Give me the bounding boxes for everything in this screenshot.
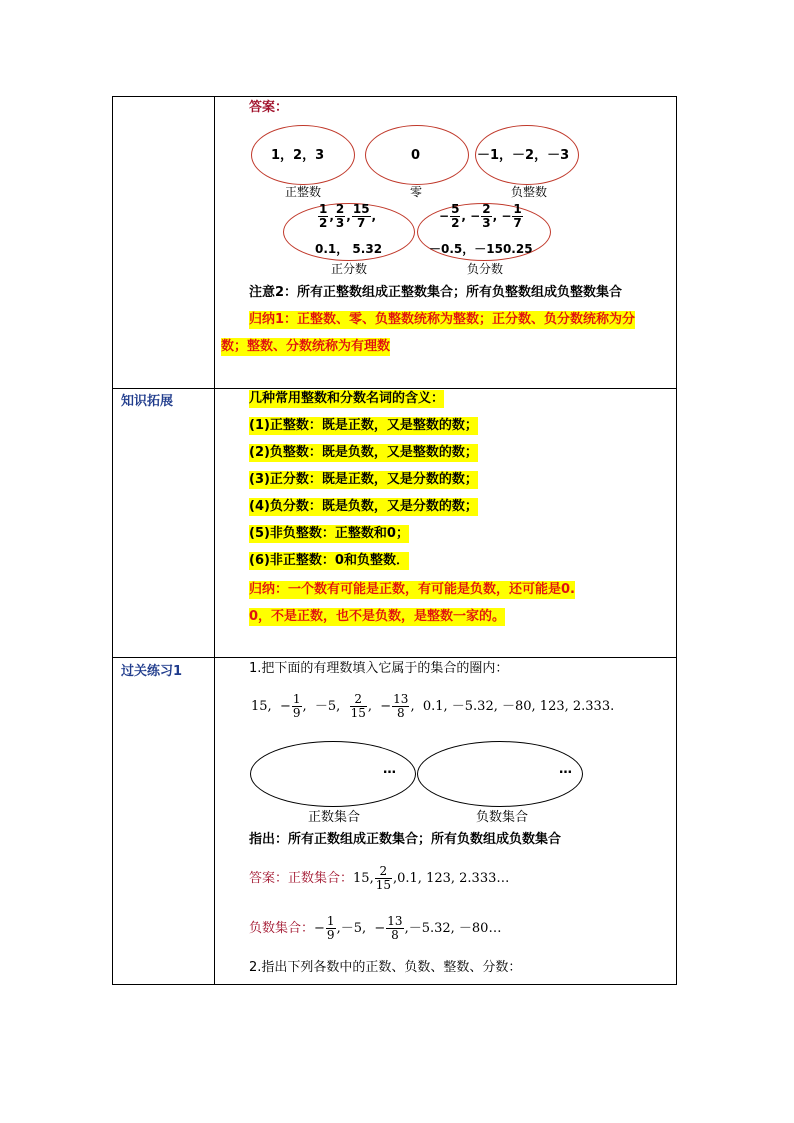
positive-set-caption: 正数集合 xyxy=(307,810,360,825)
frac-num: 13 xyxy=(393,692,409,706)
negative-set-caption: 负数集合 xyxy=(475,810,528,825)
answer-positive-label: 正数集合： xyxy=(288,871,354,886)
frac-num: 2 xyxy=(335,202,345,216)
neg-int-caption: 负整数 xyxy=(510,185,547,199)
zero-value: 0 xyxy=(411,148,421,163)
pos-int-values: 1，2，3 xyxy=(271,148,325,163)
frac-den: 8 xyxy=(396,706,405,720)
num-neg5: －5, xyxy=(314,699,341,714)
num-15: 15, xyxy=(251,699,272,714)
negative-set-ellipsis: … xyxy=(559,762,572,777)
extension-item-4: (4)负分数：既是负数，又是分数的数； xyxy=(249,499,478,514)
frac-num: 1 xyxy=(292,692,301,706)
frac-num: 1 xyxy=(326,914,335,928)
num-rest: 0.1, －5.32, －80, 123, 2.333. xyxy=(422,699,615,714)
numbers-line: 15, − $\frac{1}{9}$ , －5, $\frac{2}{15}$ , − $\frac{13}{8}$ , 0.1, －5.32, －80, 123, 2.333. xyxy=(251,692,615,720)
pos-frac-caption: 正分数 xyxy=(330,262,367,276)
extension-item-2: (2)负整数：既是负数，又是整数的数； xyxy=(249,445,478,460)
summary1-line1: 归纳1：正整数、零、负整数统称为整数；正分数、负分数统称为分 xyxy=(249,312,636,327)
positive-set-ellipsis: … xyxy=(383,762,396,777)
summary1-line2: 数；整数、分数统称为有理数 xyxy=(221,339,391,354)
frac-den: 7 xyxy=(357,216,366,230)
neg-int-values: －1，－2，－3 xyxy=(477,148,570,163)
frac-den: 3 xyxy=(482,216,491,230)
answer-negative-rest: ,－5.32, －80… xyxy=(404,921,502,936)
content-table xyxy=(112,96,677,985)
frac-num: 1 xyxy=(319,202,328,216)
pos-int-caption: 正整数 xyxy=(284,185,321,199)
frac-den: 7 xyxy=(513,216,522,230)
frac-den: 9 xyxy=(326,928,335,942)
extension-item-6: (6)非正整数：0和负整数． xyxy=(249,553,409,568)
answer-negative-label: 负数集合： xyxy=(249,921,315,936)
pos-frac-fractions: $\frac{1}{2}$ , $\frac{2}{3}$ , $\frac{15}{7}$ , xyxy=(319,202,377,230)
extension-item-5: (5)非负整数：正整数和0； xyxy=(249,526,409,541)
frac-num: 1 xyxy=(513,202,522,216)
neg-frac-caption: 负分数 xyxy=(466,262,503,276)
pos-frac-decimals: 0.1， 5.32 xyxy=(315,242,383,256)
frac-den: 8 xyxy=(391,928,399,942)
point-out: 指出：所有正数组成正数集合；所有负数组成负数集合 xyxy=(249,832,562,847)
frac-num: 2 xyxy=(375,865,392,879)
frac-den: 2 xyxy=(319,216,328,230)
frac-num: 2 xyxy=(482,202,491,216)
answer-negative-a: ,－5, xyxy=(336,921,367,936)
neg-frac-decimals: －0.5，－150.25 xyxy=(429,242,533,256)
answer-label: 答案： xyxy=(249,100,289,115)
column-divider xyxy=(214,97,215,984)
neg-frac-fractions: − $\frac{5}{2}$ , − $\frac{2}{3}$ , − $\frac{1}{7}$ xyxy=(439,202,522,230)
answer-label-2: 答案： xyxy=(249,871,289,886)
row-divider-2 xyxy=(113,657,676,658)
section-label-practice-1: 过关练习1 xyxy=(121,664,183,679)
frac-den: 2 xyxy=(451,216,460,230)
frac-den: 9 xyxy=(292,706,301,720)
frac-num: 2 xyxy=(350,693,367,707)
answer-negative-line: 负数集合：− $\frac{1}{9}$ ,－5, − $\frac{13}{8}$ ,－5.32, －80… xyxy=(249,914,502,942)
frac-num: 15 xyxy=(352,202,370,216)
note-2: 注意2：所有正整数组成正整数集合；所有负整数组成负整数集合 xyxy=(249,285,623,300)
frac-num: 5 xyxy=(451,202,460,216)
extension-summary-line2: 0，不是正数，也不是负数，是整数一家的。 xyxy=(249,609,506,624)
answer-positive-line xyxy=(249,857,509,901)
frac-den: 3 xyxy=(335,216,345,230)
frac-den: 15 xyxy=(350,706,366,720)
question-2: 2.指出下列各数中的正数、负数、整数、分数： xyxy=(249,960,522,975)
question-1: 1.把下面的有理数填入它属于的集合的圈内： xyxy=(249,661,509,676)
extension-item-1: (1)正整数：既是正数，又是整数的数； xyxy=(249,418,478,433)
frac-den: 15 xyxy=(375,878,391,892)
section-label-knowledge-extension: 知识拓展 xyxy=(121,394,174,409)
extension-heading: 几种常用整数和分数名词的含义： xyxy=(249,391,445,406)
row-divider-1 xyxy=(113,388,676,389)
answer-positive-rest: ,0.1, 123, 2.333… xyxy=(393,871,510,886)
extension-summary-line1: 归纳：一个数有可能是正数，有可能是负数，还可能是0. xyxy=(249,582,575,597)
extension-item-3: (3)正分数：既是正数，又是分数的数； xyxy=(249,472,478,487)
zero-caption: 零 xyxy=(409,185,422,199)
frac-num: 13 xyxy=(387,914,403,928)
answer-positive-15: 15, xyxy=(353,871,374,886)
